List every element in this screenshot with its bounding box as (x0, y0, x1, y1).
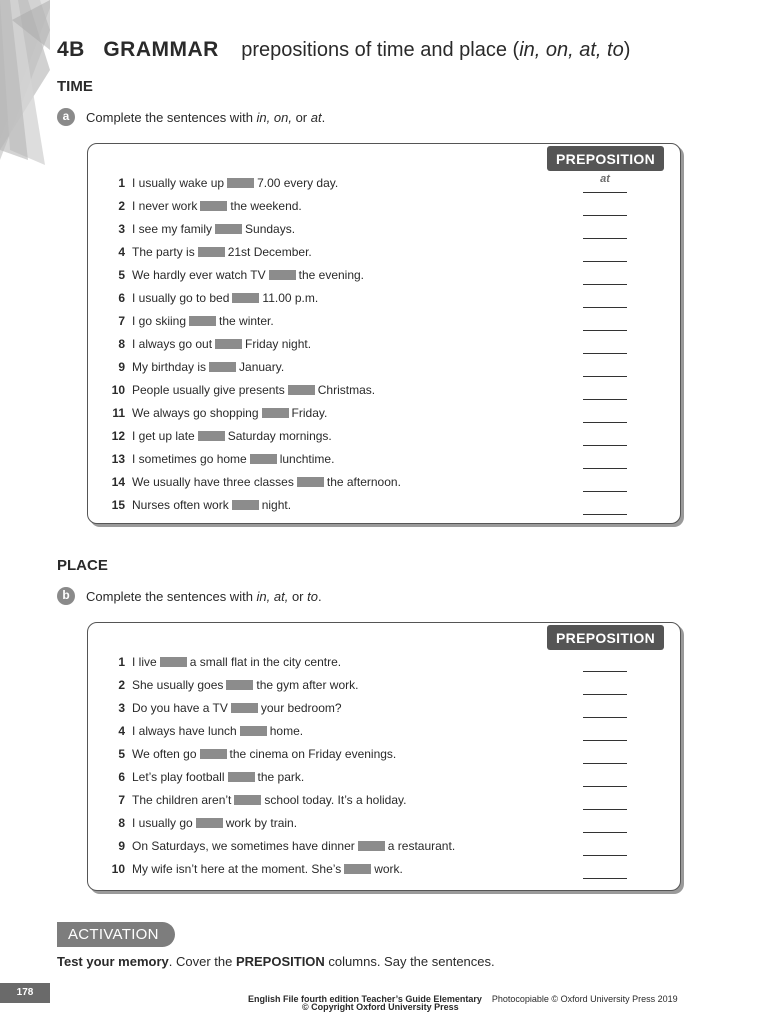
answer-blank[interactable] (583, 651, 627, 672)
sentence: The party is 21st December. (132, 245, 312, 259)
blank-gap (209, 362, 236, 372)
sentence: I always have lunch home. (132, 724, 304, 738)
exercise-letter-b: b (57, 587, 75, 605)
answer-blank[interactable] (583, 425, 627, 446)
item-number: 2 (118, 678, 125, 692)
sentence: On Saturdays, we sometimes have dinner a restaurant. (132, 839, 456, 853)
blank-gap (215, 224, 242, 234)
place-exercise-box (87, 622, 681, 891)
item-number: 10 (111, 862, 125, 876)
footer-credit: English File fourth edition Teacher’s Guide Elementary Photocopiable © Oxford University Press 2019 (248, 994, 678, 1004)
item-number: 13 (111, 452, 125, 466)
sentence: We always go shopping Friday. (132, 406, 328, 420)
item-number: 6 (118, 770, 125, 784)
sentence: I sometimes go home lunchtime. (132, 452, 335, 466)
answer-blank[interactable] (583, 835, 627, 856)
activation-instruction: Test your memory. Cover the PREPOSITION columns. Say the sentences. (57, 954, 495, 969)
answer-blank[interactable] (583, 720, 627, 741)
answer-blank[interactable]: at (583, 172, 627, 193)
item-number: 8 (118, 816, 125, 830)
worksheet-title (57, 38, 630, 62)
answer-blank[interactable] (583, 674, 627, 695)
answer-blank[interactable] (583, 858, 627, 879)
item-number: 10 (111, 383, 125, 397)
sentence: She usually goes the gym after work. (132, 678, 359, 692)
section-label: GRAMMAR (103, 38, 219, 61)
sentence-row (88, 812, 680, 835)
item-number: 3 (118, 701, 125, 715)
blank-gap (240, 726, 267, 736)
answer-blank[interactable] (583, 402, 627, 423)
blank-gap (227, 178, 254, 188)
answer-blank[interactable] (583, 743, 627, 764)
sentence: Do you have a TV your bedroom? (132, 701, 342, 715)
sentence: I live a small flat in the city centre. (132, 655, 342, 669)
time-rows (88, 172, 680, 517)
item-number: 1 (118, 655, 125, 669)
blank-gap (196, 818, 223, 828)
answer-blank[interactable] (583, 812, 627, 833)
place-heading: PLACE (57, 557, 108, 574)
item-number: 2 (118, 199, 125, 213)
blank-gap (228, 772, 255, 782)
blank-gap (269, 270, 296, 280)
sentence-row (88, 379, 680, 402)
sentence-row (88, 651, 680, 674)
item-number: 3 (118, 222, 125, 236)
sentence-row (88, 333, 680, 356)
sentence-row (88, 310, 680, 333)
blank-gap (215, 339, 242, 349)
sentence: I get up late Saturday mornings. (132, 429, 332, 443)
sentence: My wife isn’t here at the moment. She’s work. (132, 862, 403, 876)
item-number: 9 (118, 839, 125, 853)
answer-blank[interactable] (583, 264, 627, 285)
sentence-row (88, 402, 680, 425)
sentence: We often go the cinema on Friday evenings. (132, 747, 397, 761)
sentence-row (88, 264, 680, 287)
blank-gap (189, 316, 216, 326)
sentence-row (88, 471, 680, 494)
answer-blank[interactable] (583, 697, 627, 718)
sentence-row (88, 697, 680, 720)
answer-blank[interactable] (583, 766, 627, 787)
blank-gap (288, 385, 315, 395)
answer-blank[interactable] (583, 789, 627, 810)
blank-gap (232, 500, 259, 510)
answer-blank[interactable] (583, 494, 627, 515)
sentence-row (88, 743, 680, 766)
page-number: 178 (0, 983, 50, 1003)
sentence-row (88, 241, 680, 264)
answer-blank[interactable] (583, 218, 627, 239)
footer-copyright: © Copyright Oxford University Press (302, 1002, 459, 1012)
item-number: 11 (112, 406, 125, 420)
sentence-row (88, 287, 680, 310)
sentence-row (88, 789, 680, 812)
sentence: I usually go to bed 11.00 p.m. (132, 291, 319, 305)
blank-gap (200, 749, 227, 759)
place-instruction: b Complete the sentences with in, at, or to. (57, 587, 322, 605)
item-number: 12 (111, 429, 125, 443)
activation-banner: ACTIVATION (57, 922, 175, 947)
item-number: 4 (118, 245, 125, 259)
corner-decoration (0, 0, 50, 170)
preposition-column-header: PREPOSITION (547, 146, 664, 171)
sentence: Let’s play football the park. (132, 770, 305, 784)
sentence: I see my family Sundays. (132, 222, 296, 236)
time-instruction: a Complete the sentences with in, on, or at. (57, 108, 325, 126)
blank-gap (226, 680, 253, 690)
sentence-row (88, 494, 680, 517)
topic-title: prepositions of time and place (in, on, at, to) (241, 39, 631, 61)
sentence-row (88, 356, 680, 379)
sentence: We hardly ever watch TV the evening. (132, 268, 365, 282)
item-number: 15 (111, 498, 125, 512)
sentence: We usually have three classes the afternoon. (132, 475, 401, 489)
answer-blank[interactable] (583, 448, 627, 469)
answer-blank[interactable] (583, 310, 627, 331)
answer-blank[interactable] (583, 379, 627, 400)
preposition-column-header: PREPOSITION (547, 625, 664, 650)
answer-blank[interactable] (583, 195, 627, 216)
sentence: I usually go work by train. (132, 816, 298, 830)
sentence: My birthday is January. (132, 360, 285, 374)
blank-gap (250, 454, 277, 464)
sentence-row (88, 766, 680, 789)
sentence-row (88, 835, 680, 858)
sentence-row (88, 674, 680, 697)
item-number: 6 (118, 291, 125, 305)
answer-blank[interactable] (583, 241, 627, 262)
blank-gap (232, 293, 259, 303)
item-number: 8 (118, 337, 125, 351)
blank-gap (297, 477, 324, 487)
place-rows (88, 651, 680, 881)
sentence-row (88, 425, 680, 448)
blank-gap (198, 247, 225, 257)
item-number: 9 (118, 360, 125, 374)
item-number: 4 (118, 724, 125, 738)
sentence-row (88, 218, 680, 241)
blank-gap (262, 408, 289, 418)
item-number: 5 (118, 747, 125, 761)
sentence: I never work the weekend. (132, 199, 302, 213)
sentence: Nurses often work night. (132, 498, 292, 512)
sentence: I go skiing the winter. (132, 314, 274, 328)
sentence: People usually give presents Christmas. (132, 383, 376, 397)
sentence-row (88, 172, 680, 195)
blank-gap (344, 864, 371, 874)
sentence-row (88, 448, 680, 471)
sentence-row (88, 195, 680, 218)
unit-code: 4B (57, 38, 85, 61)
answer-blank[interactable] (583, 356, 627, 377)
blank-gap (231, 703, 258, 713)
answer-blank[interactable] (583, 333, 627, 354)
sentence: I always go out Friday night. (132, 337, 312, 351)
answer-blank[interactable] (583, 287, 627, 308)
item-number: 14 (111, 475, 125, 489)
time-exercise-box (87, 143, 681, 524)
time-heading: TIME (57, 78, 93, 95)
sentence: The children aren’t school today. It’s a holiday. (132, 793, 407, 807)
item-number: 1 (118, 176, 125, 190)
item-number: 5 (118, 268, 125, 282)
blank-gap (358, 841, 385, 851)
item-number: 7 (118, 314, 125, 328)
sentence: I usually wake up 7.00 every day. (132, 176, 339, 190)
blank-gap (200, 201, 227, 211)
blank-gap (198, 431, 225, 441)
sentence-row (88, 720, 680, 743)
blank-gap (234, 795, 261, 805)
exercise-letter-a: a (57, 108, 75, 126)
sentence-row (88, 858, 680, 881)
blank-gap (160, 657, 187, 667)
answer-blank[interactable] (583, 471, 627, 492)
item-number: 7 (118, 793, 125, 807)
